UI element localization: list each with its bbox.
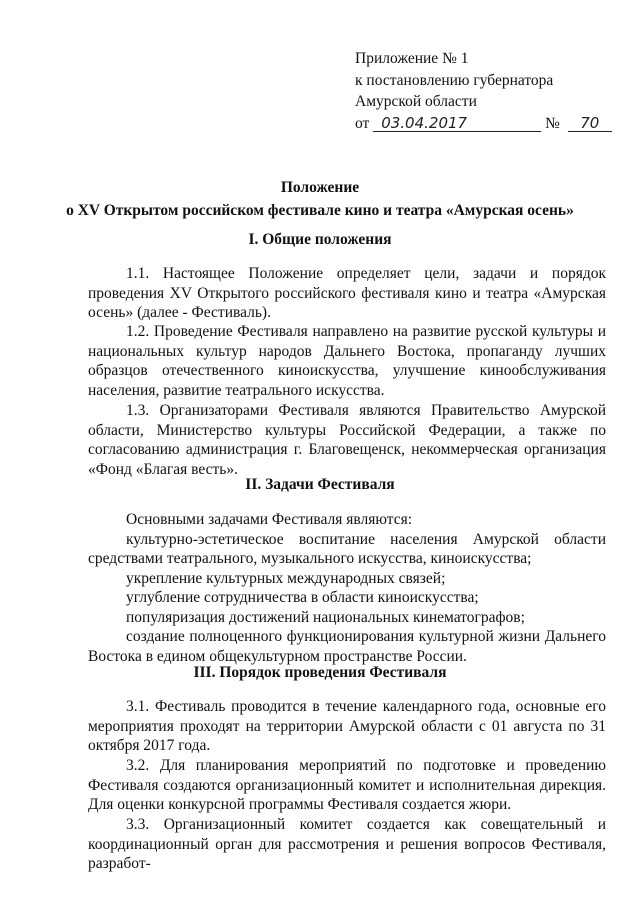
list-item: культурно-эстетическое воспитание населения Амурской области средствами театрального, музыкального искусства, киноискусства; [88,530,606,567]
paragraph-1-1: 1.1. Настоящее Положение определяет цели, задачи и порядок проведения XV Открытого российского фестиваля кино и театра «Амурская осень» (далее - Фестиваль). [88,265,606,321]
list-item: углубление сотрудничества в области киноискусства; [126,589,479,606]
tasks-list [88,510,606,666]
section-1-heading: I. Общие положения [248,231,392,248]
list-item: укрепление культурных международных связей; [126,569,446,587]
title-line-2: о XV Открытом российском фестивале кино и театра «Амурская осень» [66,202,574,219]
appendix-number: 70 [568,116,612,132]
document-title [0,176,640,222]
appendix-prefix: от [355,114,370,132]
paragraph-1-2: 1.2. Проведение Фестиваля направлено на развитие русской культуры и национальных культур народов Дальнего Востока, пропаганду лучших образцов отечественного киноискусства, улучшение кинообслуживания населения, развитие театрального искусства. [88,323,606,399]
appendix-date: 03.04.2017 [373,116,541,132]
tasks-intro: Основными задачами Фестиваля являются: [126,511,413,528]
appendix-date-line [355,113,612,135]
paragraph-3-3: 3.3. Организационный комитет создается как совещательный и координационный орган для рассмотрения и решения вопросов Фестиваля, разработ- [88,816,606,872]
appendix-line-3: Амурской области [355,93,477,110]
appendix-block [355,48,612,134]
appendix-line-2: к постановлению губернатора [355,71,554,89]
section-2-heading: II. Задачи Фестиваля [245,476,395,493]
paragraph-1-3: 1.3. Организаторами Фестиваля являются Правительство Амурской области, Министерство культуры Российской Федерации, а также по согласованию администрация г. Благовещенск, некоммерческая организация «Фонд «Благая весть». [88,402,606,478]
section-3-heading: III. Порядок проведения Фестиваля [193,664,447,681]
title-line-1: Положение [280,179,360,196]
paragraph-3-2: 3.2. Для планирования мероприятий по подготовке и проведению Фестиваля создаются организационный комитет и исполнительная дирекция. Для оценки конкурсной программы Фестиваля создается жюри. [88,757,606,813]
paragraph-3-1: 3.1. Фестиваль проводится в течение календарного года, основные его мероприятия проходят на территории Амурской области с 01 августа по 31 октября 2017 года. [88,698,606,754]
appendix-line-1: Приложение № 1 [355,50,469,67]
list-item: популяризация достижений национальных кинематографов; [126,608,525,626]
list-item: создание полноценного функционирования культурной жизни Дальнего Востока в едином общекультурном пространстве России. [88,628,606,665]
appendix-number-label: № [545,114,560,132]
